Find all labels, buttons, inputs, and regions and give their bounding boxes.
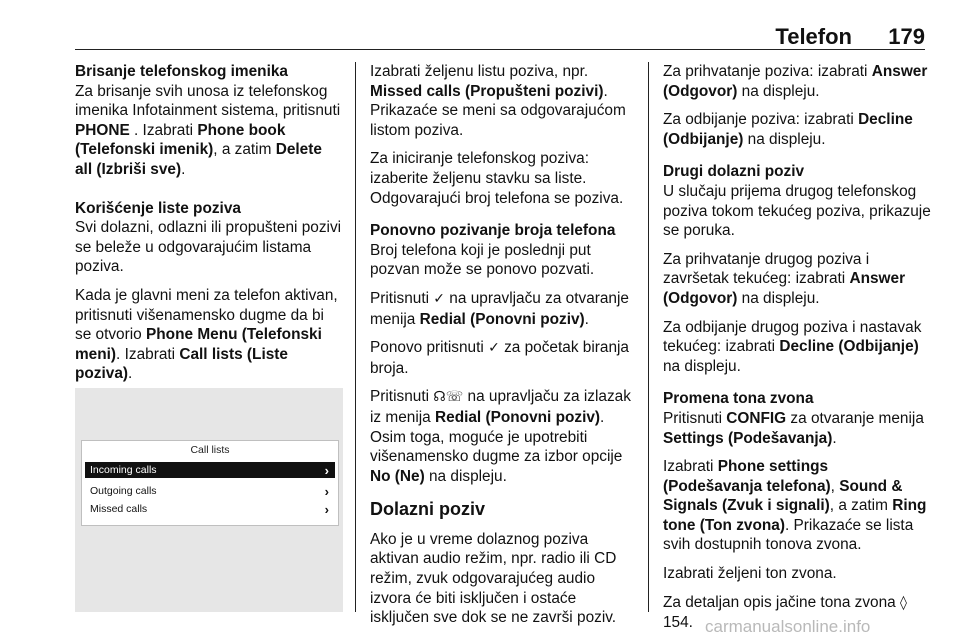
- mute-hangup-icon: ☊☏: [433, 389, 464, 406]
- page-title: Telefon: [775, 24, 852, 49]
- paragraph: Pritisnuti ☊☏ na upravljaču za izlazak iz menija Redial (Ponovni poziv). Osim toga, moguće je upotrebiti višenamensko dugme za izbor opcije No (Ne) na displeju.: [370, 388, 631, 485]
- chevron-right-icon: ›: [324, 462, 329, 478]
- section-heading: Brisanje telefonskog imenika: [75, 63, 288, 80]
- column-divider: [355, 62, 356, 612]
- screen-item-incoming: Incoming calls ›: [85, 462, 335, 478]
- paragraph: Svi dolazni, odlazni ili propušteni pozivi se beleže u odgovarajućim listama poziva.: [75, 219, 342, 276]
- screen-title: Call lists: [190, 444, 230, 456]
- phone-accept-icon: ✓: [488, 340, 500, 357]
- paragraph: Za prihvatanje poziva: izabrati Answer (Odgovor) na displeju.: [663, 63, 928, 100]
- section-heading: Korišćenje liste poziva: [75, 199, 241, 217]
- paragraph: Za odbijanje poziva: izabrati Decline (Odbijanje) na displeju.: [663, 111, 913, 148]
- page-reference-icon: ◊: [900, 594, 907, 611]
- display-illustration: [75, 388, 343, 612]
- phone-accept-icon: ✓: [433, 290, 446, 307]
- paragraph: Pritisnuti ✓ na upravljaču za otvaranje menija Redial (Ponovni poziv).: [370, 289, 629, 328]
- paragraph: Za brisanje svih unosa iz telefonskog imenika Infotainment sistema, pritisnuti PHONE . Izabrati Phone book (Telefonski imenik), a zatim Delete all (Izbriši sve).: [75, 82, 341, 178]
- section-heading: Dolazni poziv: [370, 499, 486, 520]
- column-3: [663, 62, 931, 642]
- page-header: [0, 0, 960, 50]
- paragraph: Ako je u vreme dolaznog poziva aktivan audio režim, npr. radio ili CD režim, zvuk odgovarajućeg audio izvora će biti isključen i ostaće isključen sve dok se ne završi poziv.: [370, 530, 617, 627]
- page-number: 179: [888, 24, 925, 49]
- paragraph: Za prihvatanje drugog poziva i završetak tekućeg: izabrati Answer (Odgovor) na displeju.: [663, 250, 906, 307]
- section-heading: Promena tona zvona: [663, 390, 814, 408]
- paragraph: Broj telefona koji je poslednji put pozvan može se ponovo pozvati.: [370, 241, 595, 279]
- header-rule: [75, 49, 925, 50]
- paragraph: Za odbijanje drugog poziva i nastavak tekućeg: izabrati Decline (Odbijanje) na displeju.: [663, 318, 922, 375]
- section-heading: Ponovno pozivanje broja telefona: [370, 222, 616, 240]
- paragraph: Izabrati željenu listu poziva, npr. Missed calls (Propušteni pozivi). Prikazaće se meni sa odgovarajućom listom poziva.: [370, 63, 626, 139]
- column-divider: [648, 62, 649, 612]
- chevron-right-icon: ›: [324, 501, 329, 517]
- column-1: [75, 62, 343, 422]
- paragraph: U slučaju prijema drugog telefonskog poziva tokom tekućeg poziva, prikazuje se poruka.: [663, 182, 931, 240]
- chevron-right-icon: ›: [324, 483, 329, 499]
- watermark: carmanualsonline.info: [705, 617, 871, 636]
- paragraph: Kada je glavni meni za telefon aktivan, pritisnuti višenamensko dugme da bi se otvorio Phone Menu (Telefonski meni). Izabrati Call lists (Liste poziva).: [75, 286, 338, 383]
- column-2: [370, 62, 638, 637]
- paragraph: Ponovo pritisnuti ✓ za početak biranja broja.: [370, 339, 629, 377]
- paragraph: Za iniciranje telefonskog poziva: izaberite željenu stavku sa liste. Odgovarajući broj telefona se poziva.: [370, 150, 624, 207]
- paragraph: Za detaljan opis jačine tona zvona ◊ 154.: [663, 593, 907, 632]
- paragraph: Pritisnuti CONFIG za otvaranje menija Settings (Podešavanja).: [663, 409, 924, 447]
- paragraph: Izabrati Phone settings (Podešavanja telefona), Sound & Signals (Zvuk i signali), a zatim Ring tone (Ton zvona). Prikazaće se lista svih dostupnih tonova zvona.: [663, 458, 927, 554]
- call-lists-screen: [81, 440, 339, 526]
- screen-item-outgoing: Outgoing calls ›: [90, 483, 329, 499]
- paragraph: Izabrati željeni ton zvona.: [663, 565, 837, 583]
- section-heading: Drugi dolazni poziv: [663, 163, 805, 181]
- screen-item-missed: Missed calls ›: [90, 501, 329, 517]
